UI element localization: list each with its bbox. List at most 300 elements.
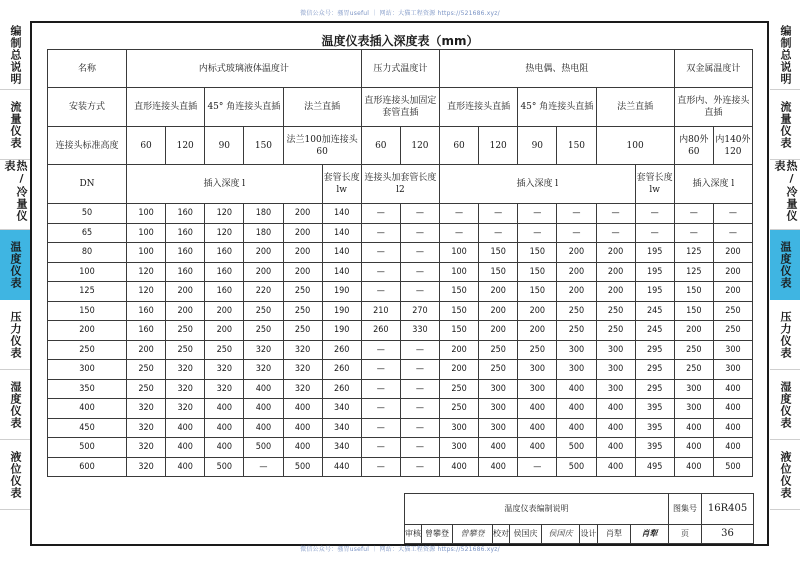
depth-value: 300 (674, 379, 713, 399)
depth-value: 260 (322, 379, 361, 399)
depth-value: — (518, 204, 557, 224)
install-method: 直形连接头加固定套管直插 (361, 88, 439, 127)
side-tab-flow[interactable] (0, 90, 30, 160)
depth-value: 200 (127, 340, 166, 360)
depth-value: 400 (283, 399, 322, 419)
depth-value: 250 (479, 360, 518, 380)
depth-value: 180 (244, 223, 283, 243)
depth-value: 340 (322, 399, 361, 419)
depth-value: 400 (557, 418, 596, 438)
depth-value: 400 (713, 438, 752, 458)
side-tab-label: 热/冷量仪表 (773, 160, 798, 222)
group-thermocouple: 热电偶、热电阻 (440, 50, 675, 88)
depth-value: 250 (713, 321, 752, 341)
side-tab-label: 流量仪表 (779, 100, 792, 149)
height-value: 内80外60 (674, 127, 713, 165)
depth-value: 160 (205, 262, 244, 282)
depth-value: 300 (713, 340, 752, 360)
dn-value: 300 (48, 360, 127, 380)
depth-value: 160 (166, 223, 205, 243)
depth-value: 250 (283, 301, 322, 321)
side-tab-humidity[interactable] (0, 370, 30, 440)
side-tab-label: 编制总说明 (9, 24, 22, 85)
depth-label: 插入深度 l (440, 165, 636, 204)
depth-value: 250 (674, 340, 713, 360)
height-value: 90 (518, 127, 557, 165)
side-tab-humidity[interactable] (770, 370, 800, 440)
depth-value: — (361, 438, 400, 458)
depth-value: 250 (674, 360, 713, 380)
side-tab-label: 温度仪表 (9, 240, 22, 289)
table-row (48, 243, 753, 263)
depth-value: 300 (557, 360, 596, 380)
sleeve-label: 套管长度 lw (322, 165, 361, 204)
dn-value: 350 (48, 379, 127, 399)
depth-value: 150 (518, 243, 557, 263)
depth-value: 250 (244, 301, 283, 321)
depth-value: 250 (440, 379, 479, 399)
depth-value: 500 (713, 457, 752, 477)
depth-value: — (400, 243, 439, 263)
height-value: 90 (205, 127, 244, 165)
review-label: 审核 (405, 524, 422, 543)
table-row (48, 399, 753, 419)
side-tab-label: 编制总说明 (779, 24, 792, 85)
depth-value: 250 (596, 301, 635, 321)
height-value: 法兰100加连接头60 (283, 127, 361, 165)
height-value: 60 (440, 127, 479, 165)
depth-value: 195 (635, 282, 674, 302)
page-title: 温度仪表插入深度表（mm） (321, 34, 479, 48)
depth-value: 140 (322, 204, 361, 224)
depth-value: 300 (596, 379, 635, 399)
depth-value: — (400, 418, 439, 438)
depth-value: 140 (322, 223, 361, 243)
depth-value: 160 (205, 243, 244, 263)
depth-value: — (361, 379, 400, 399)
depth-value: 140 (322, 243, 361, 263)
depth-value: 400 (518, 438, 557, 458)
depth-label: 插入深度 l (674, 165, 752, 204)
side-tab-label: 液位仪表 (9, 450, 22, 499)
page-number: 36 (702, 524, 754, 543)
side-tab-level[interactable] (0, 440, 30, 510)
depth-value: 250 (713, 301, 752, 321)
depth-value: 100 (127, 243, 166, 263)
group-glass-thermometer: 内标式玻璃液体温度计 (127, 50, 362, 88)
depth-value: 200 (283, 223, 322, 243)
depth-value: 300 (518, 379, 557, 399)
depth-value: 320 (283, 379, 322, 399)
depth-value: — (361, 399, 400, 419)
depth-value: 300 (440, 438, 479, 458)
dn-value: 450 (48, 418, 127, 438)
designer-signature: 肖犁 (631, 524, 669, 543)
depth-value: 400 (674, 418, 713, 438)
depth-value: 400 (244, 399, 283, 419)
depth-value: 330 (400, 321, 439, 341)
depth-value: 320 (166, 399, 205, 419)
depth-value: 340 (322, 418, 361, 438)
depth-value: — (596, 204, 635, 224)
depth-value: 500 (557, 438, 596, 458)
height-value: 60 (127, 127, 166, 165)
depth-value: — (400, 262, 439, 282)
side-tab-label: 温度仪表 (779, 240, 792, 289)
depth-value: — (244, 457, 283, 477)
depth-value: — (440, 223, 479, 243)
depth-value: 395 (635, 418, 674, 438)
depth-value: 250 (166, 321, 205, 341)
depth-value: 120 (205, 223, 244, 243)
depth-value: 190 (322, 301, 361, 321)
depth-value: 200 (205, 321, 244, 341)
dn-value: 400 (48, 399, 127, 419)
depth-value: 200 (479, 321, 518, 341)
reviewer-name: 曾攀登 (422, 524, 453, 543)
depth-value: 200 (440, 340, 479, 360)
depth-value: 260 (322, 360, 361, 380)
title-block (404, 493, 754, 544)
depth-value: — (400, 204, 439, 224)
depth-value: 200 (557, 282, 596, 302)
depth-value: 200 (283, 243, 322, 263)
height-value: 150 (557, 127, 596, 165)
depth-value: 400 (166, 438, 205, 458)
depth-value: 150 (674, 301, 713, 321)
depth-value: 150 (479, 262, 518, 282)
depth-value: — (361, 204, 400, 224)
table-row (48, 223, 753, 243)
depth-value: 200 (518, 321, 557, 341)
depth-value: — (361, 282, 400, 302)
depth-value: — (674, 223, 713, 243)
depth-value: 200 (713, 282, 752, 302)
depth-value: 200 (557, 262, 596, 282)
group-bimetal-thermometer: 双金属温度计 (674, 50, 752, 88)
depth-value: 200 (244, 243, 283, 263)
install-label: 安装方式 (48, 88, 127, 127)
depth-value: 320 (127, 399, 166, 419)
depth-value: 250 (518, 340, 557, 360)
depth-value: 200 (713, 262, 752, 282)
sleeve-label: 套管长度 lw (635, 165, 674, 204)
depth-value: 400 (244, 379, 283, 399)
header-row-height (48, 127, 753, 165)
depth-value: — (635, 204, 674, 224)
depth-value: 295 (635, 360, 674, 380)
depth-value: 125 (674, 243, 713, 263)
depth-value: 250 (283, 282, 322, 302)
depth-value: — (713, 223, 752, 243)
depth-value: 320 (205, 379, 244, 399)
depth-value: — (400, 360, 439, 380)
depth-value: 200 (283, 204, 322, 224)
depth-value: 340 (322, 438, 361, 458)
dn-label: DN (48, 165, 127, 204)
depth-value: 140 (322, 262, 361, 282)
depth-value: 320 (283, 340, 322, 360)
depth-value: 495 (635, 457, 674, 477)
depth-value: — (400, 340, 439, 360)
depth-value: 400 (283, 418, 322, 438)
drawing-title: 温度仪表编制说明 (405, 494, 669, 525)
side-tab-general[interactable] (0, 20, 30, 90)
depth-value: 120 (127, 262, 166, 282)
side-tab-heat[interactable] (0, 160, 30, 230)
depth-value: — (479, 223, 518, 243)
depth-value: 440 (322, 457, 361, 477)
side-tab-general[interactable] (770, 20, 800, 90)
depth-value: 300 (479, 399, 518, 419)
depth-value: 200 (440, 360, 479, 380)
header-row-dn (48, 165, 753, 204)
depth-value: 400 (596, 438, 635, 458)
depth-value: 400 (479, 457, 518, 477)
depth-value: 195 (635, 262, 674, 282)
depth-value: — (518, 223, 557, 243)
height-value: 100 (596, 127, 674, 165)
depth-value: 200 (205, 301, 244, 321)
insertion-depth-table (47, 49, 753, 477)
side-tab-heat[interactable] (770, 160, 800, 230)
side-tab-label: 流量仪表 (9, 100, 22, 149)
dn-value: 600 (48, 457, 127, 477)
check-label: 校对 (493, 524, 510, 543)
dn-value: 50 (48, 204, 127, 224)
height-value: 60 (361, 127, 400, 165)
depth-label: 插入深度 l (127, 165, 323, 204)
depth-value: 500 (557, 457, 596, 477)
depth-value: 250 (596, 321, 635, 341)
depth-value: 180 (244, 204, 283, 224)
depth-value: 295 (635, 340, 674, 360)
depth-value: 200 (596, 243, 635, 263)
height-label: 连接头标准高度 (48, 127, 127, 165)
depth-value: — (361, 457, 400, 477)
depth-value: 400 (713, 418, 752, 438)
table-row (48, 301, 753, 321)
depth-value: 320 (244, 360, 283, 380)
depth-value: 120 (127, 282, 166, 302)
depth-value: — (361, 340, 400, 360)
joint-sleeve-label: 连接头加套管长度 l2 (361, 165, 439, 204)
depth-value: 400 (596, 399, 635, 419)
side-tab-temperature[interactable] (0, 230, 30, 300)
name-label: 名称 (48, 50, 127, 88)
depth-value: 200 (244, 262, 283, 282)
depth-value: — (400, 379, 439, 399)
depth-value: — (400, 399, 439, 419)
depth-value: 150 (440, 301, 479, 321)
depth-value: — (361, 243, 400, 263)
dn-value: 100 (48, 262, 127, 282)
height-value: 内140外120 (713, 127, 752, 165)
depth-value: 200 (557, 243, 596, 263)
table-row (48, 438, 753, 458)
side-tab-temperature[interactable] (770, 230, 800, 300)
depth-value: 300 (596, 340, 635, 360)
depth-value: 500 (283, 457, 322, 477)
side-tab-pressure[interactable] (770, 300, 800, 370)
atlas-label: 图集号 (669, 494, 702, 525)
depth-value: 210 (361, 301, 400, 321)
dn-value: 80 (48, 243, 127, 263)
depth-value: 250 (283, 321, 322, 341)
depth-value: — (713, 204, 752, 224)
depth-value: 200 (166, 282, 205, 302)
table-row (48, 321, 753, 341)
install-method: 法兰直插 (596, 88, 674, 127)
checker-signature: 侯国庆 (542, 524, 580, 543)
depth-value: 400 (205, 418, 244, 438)
depth-value: 250 (440, 399, 479, 419)
height-value: 120 (479, 127, 518, 165)
depth-value: 295 (635, 379, 674, 399)
depth-value: — (635, 223, 674, 243)
depth-value: 300 (440, 418, 479, 438)
depth-value: 150 (674, 282, 713, 302)
depth-value: 190 (322, 321, 361, 341)
right-side-tabs (770, 20, 800, 510)
depth-value: 125 (674, 262, 713, 282)
side-tab-label: 压力仪表 (779, 310, 792, 359)
watermark-bottom: 微信公众号：骚胃useful ｜ 网站：大猫工程资源 https://521686.xyz/ (300, 546, 500, 553)
depth-value: 400 (713, 399, 752, 419)
depth-value: 400 (596, 418, 635, 438)
depth-value: 160 (127, 321, 166, 341)
depth-value: 400 (674, 438, 713, 458)
depth-value: 400 (518, 399, 557, 419)
depth-value: 200 (166, 301, 205, 321)
depth-value: 250 (205, 340, 244, 360)
page-label: 页 (669, 524, 702, 543)
depth-value: 320 (127, 418, 166, 438)
depth-value: 300 (479, 418, 518, 438)
depth-value: 400 (440, 457, 479, 477)
depth-value: 320 (283, 360, 322, 380)
designer-name: 肖犁 (598, 524, 631, 543)
side-tab-label: 湿度仪表 (779, 380, 792, 429)
depth-value: 400 (205, 438, 244, 458)
table-body (48, 204, 753, 477)
depth-value: 150 (479, 243, 518, 263)
depth-value: 300 (557, 340, 596, 360)
depth-value: 270 (400, 301, 439, 321)
depth-value: 400 (557, 399, 596, 419)
depth-value: 300 (713, 360, 752, 380)
dn-value: 250 (48, 340, 127, 360)
depth-value: 200 (479, 301, 518, 321)
depth-value: — (518, 457, 557, 477)
table-row (48, 204, 753, 224)
depth-value: 150 (518, 262, 557, 282)
depth-value: 100 (127, 204, 166, 224)
depth-value: 220 (244, 282, 283, 302)
depth-value: 200 (479, 282, 518, 302)
atlas-number: 16R405 (702, 494, 754, 525)
depth-value: — (361, 223, 400, 243)
install-method: 45° 角连接头直插 (205, 88, 283, 127)
depth-value: 300 (596, 360, 635, 380)
depth-value: 320 (127, 457, 166, 477)
depth-value: 120 (205, 204, 244, 224)
depth-value: 400 (166, 457, 205, 477)
side-tab-flow[interactable] (770, 90, 800, 160)
dn-value: 200 (48, 321, 127, 341)
depth-value: 245 (635, 301, 674, 321)
depth-value: 160 (166, 262, 205, 282)
table-row (48, 379, 753, 399)
depth-value: 500 (244, 438, 283, 458)
install-method: 法兰直插 (283, 88, 361, 127)
checker-name: 侯国庆 (510, 524, 542, 543)
depth-value: 320 (166, 379, 205, 399)
depth-value: 250 (479, 340, 518, 360)
depth-value: 320 (166, 360, 205, 380)
table-row (48, 340, 753, 360)
depth-value: — (361, 360, 400, 380)
height-value: 120 (400, 127, 439, 165)
depth-value: 150 (440, 282, 479, 302)
depth-value: 160 (166, 243, 205, 263)
depth-value: 320 (127, 438, 166, 458)
depth-value: — (557, 223, 596, 243)
depth-value: 150 (440, 321, 479, 341)
depth-value: 250 (127, 379, 166, 399)
depth-value: 400 (166, 418, 205, 438)
depth-value: 250 (244, 321, 283, 341)
side-tab-pressure[interactable] (0, 300, 30, 370)
height-value: 120 (166, 127, 205, 165)
depth-value: 200 (674, 321, 713, 341)
depth-value: 400 (557, 379, 596, 399)
depth-value: 400 (244, 418, 283, 438)
left-side-tabs (0, 20, 30, 510)
depth-value: 200 (283, 262, 322, 282)
depth-value: — (479, 204, 518, 224)
depth-value: 100 (127, 223, 166, 243)
header-row-install (48, 88, 753, 127)
table-row (48, 457, 753, 477)
depth-value: 260 (322, 340, 361, 360)
install-method: 直形连接头直插 (440, 88, 518, 127)
depth-value: — (596, 223, 635, 243)
depth-value: 400 (596, 457, 635, 477)
depth-value: 400 (283, 438, 322, 458)
depth-value: 160 (166, 204, 205, 224)
install-method: 直形内、外连接头直插 (674, 88, 752, 127)
depth-value: 200 (596, 262, 635, 282)
depth-value: 400 (205, 399, 244, 419)
design-label: 设计 (580, 524, 598, 543)
depth-value: 300 (674, 399, 713, 419)
depth-value: 195 (635, 243, 674, 263)
dn-value: 125 (48, 282, 127, 302)
table-row (48, 418, 753, 438)
table-row (48, 282, 753, 302)
side-tab-label: 湿度仪表 (9, 380, 22, 429)
depth-value: 100 (440, 243, 479, 263)
depth-value: — (400, 282, 439, 302)
side-tab-label: 压力仪表 (9, 310, 22, 359)
side-tab-level[interactable] (770, 440, 800, 510)
dn-value: 65 (48, 223, 127, 243)
depth-value: 320 (244, 340, 283, 360)
depth-value: 300 (518, 360, 557, 380)
group-pressure-thermometer: 压力式温度计 (361, 50, 439, 88)
depth-value: 400 (518, 418, 557, 438)
